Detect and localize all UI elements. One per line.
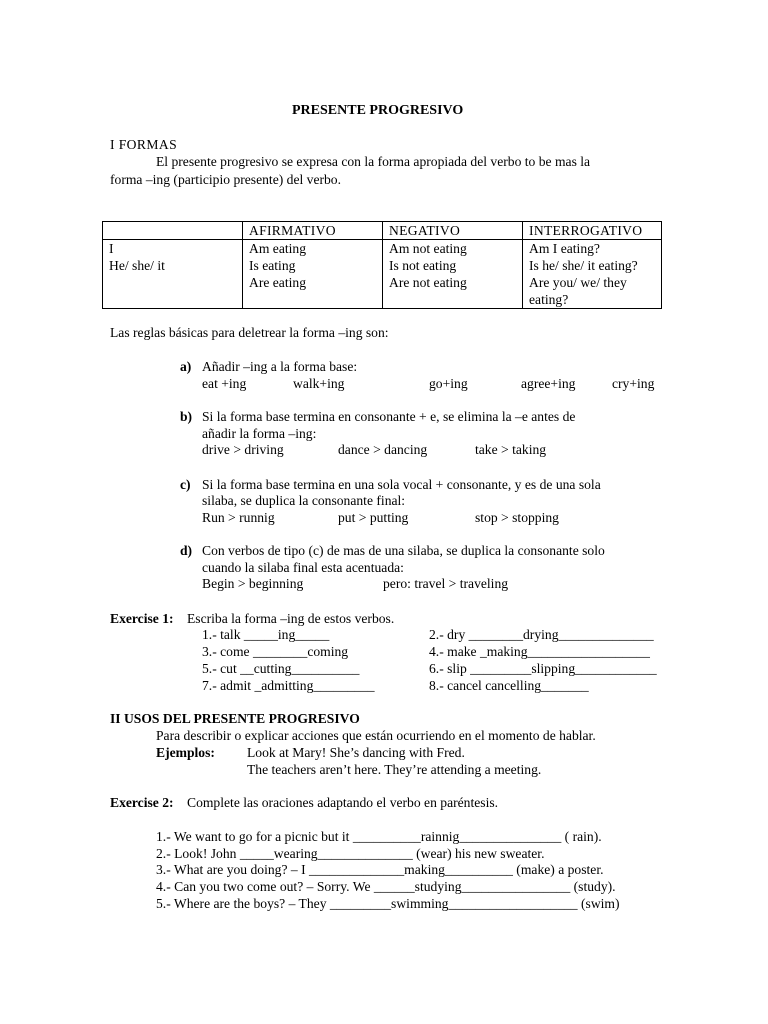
afirmativo-3: Are eating (249, 275, 306, 290)
page-title: PRESENTE PROGRESIVO (292, 103, 464, 118)
exercise1-instruction: Escriba la forma –ing de estos verbos. (187, 611, 395, 626)
exercise2-item-2: 2.- Look! John _____wearing______________ (wear) his new sweater. (156, 846, 545, 861)
rule-d-example-1: Begin > beginning (202, 576, 304, 591)
section-heading-formas: I FORMAS (110, 137, 178, 152)
rule-a-example-2: walk+ing (293, 376, 345, 391)
rule-d-text-line2: cuando la silaba final esta acentuada: (202, 560, 404, 575)
rule-b-text-line1: Si la forma base termina en consonante + e, se elimina la –e antes de (202, 409, 576, 424)
rule-a-example-4: agree+ing (521, 376, 576, 391)
exercise2-label: Exercise 2: (110, 795, 174, 810)
interrogativo-4: eating? (529, 292, 569, 307)
rule-c-text-line2: silaba, se duplica la consonante final: (202, 493, 406, 508)
afirmativo-2: Is eating (249, 258, 296, 273)
interrogativo-1: Am I eating? (529, 241, 600, 256)
examples-label: Ejemplos: (156, 745, 215, 760)
afirmativo-1: Am eating (249, 241, 307, 256)
subject-he-she-it: He/ she/ it (109, 258, 165, 273)
rule-d-example-2: pero: travel > traveling (383, 576, 509, 591)
rule-b-example-3: take > taking (475, 442, 547, 457)
intro-paragraph-line1: El presente progresivo se expresa con la forma apropiada del verbo to be mas la (156, 154, 591, 169)
exercise1-item-5: 5.- cut __cutting__________ (202, 661, 360, 676)
exercise2-item-3: 3.- What are you doing? – I ______________making__________ (make) a poster. (156, 862, 604, 877)
exercise2-instruction: Complete las oraciones adaptando el verbo en paréntesis. (187, 795, 499, 810)
rule-a-text: Añadir –ing a la forma base: (202, 359, 358, 374)
exercise1-item-3: 3.- come ________coming (202, 644, 349, 659)
rule-b-example-1: drive > driving (202, 442, 284, 457)
exercise2-item-5: 5.- Where are the boys? – They _________swimming___________________ (swim) (156, 896, 620, 911)
rule-c-example-1: Run > runnig (202, 510, 275, 525)
subject-i: I (109, 241, 114, 256)
rules-intro: Las reglas básicas para deletrear la forma –ing son: (110, 325, 389, 340)
table-cell-negativo (383, 240, 523, 309)
exercise1-item-6: 6.- slip _________slipping____________ (429, 661, 657, 676)
exercise1-item-4: 4.- make _making__________________ (429, 644, 650, 659)
negativo-3: Are not eating (389, 275, 467, 290)
rule-b-label: b) (180, 409, 193, 424)
table-header-negativo: NEGATIVO (383, 222, 523, 240)
rule-c-example-3: stop > stopping (475, 510, 559, 525)
exercise1-item-1: 1.- talk _____ing_____ (202, 627, 330, 642)
usos-description: Para describir o explicar acciones que están ocurriendo en el momento de hablar. (156, 728, 596, 743)
negativo-1: Am not eating (389, 241, 467, 256)
negativo-2: Is not eating (389, 258, 457, 273)
table-cell-afirmativo (243, 240, 383, 309)
exercise1-item-2: 2.- dry ________drying______________ (429, 627, 654, 642)
rule-d-label: d) (180, 543, 193, 558)
interrogativo-2: Is he/ she/ it eating? (529, 258, 638, 273)
interrogativo-3: Are you/ we/ they (529, 275, 627, 290)
exercise2-item-1: 1.- We want to go for a picnic but it __________rainnig_______________ ( rain). (156, 829, 602, 844)
rule-a-example-3: go+ing (429, 376, 468, 391)
table-header-empty (103, 222, 243, 240)
table-body-row (103, 240, 662, 309)
conjugation-table (102, 221, 662, 309)
example-1: Look at Mary! She’s dancing with Fred. (247, 745, 465, 760)
rule-a-example-1: eat +ing (202, 376, 247, 391)
rule-b-example-2: dance > dancing (338, 442, 428, 457)
rule-a-example-5: cry+ing (612, 376, 655, 391)
table-header-row (103, 222, 662, 240)
example-2: The teachers aren’t here. They’re attending a meeting. (247, 762, 542, 777)
exercise2-item-4: 4.- Can you two come out? – Sorry. We ______studying________________ (study). (156, 879, 616, 894)
rule-d-text-line1: Con verbos de tipo (c) de mas de una silaba, se duplica la consonante solo (202, 543, 605, 558)
intro-paragraph-line2: forma –ing (participio presente) del verbo. (110, 172, 342, 187)
rule-c-example-2: put > putting (338, 510, 409, 525)
exercise1-label: Exercise 1: (110, 611, 174, 626)
table-cell-subject (103, 240, 243, 309)
rule-c-text-line1: Si la forma base termina en una sola vocal + consonante, y es de una sola (202, 477, 601, 492)
table-cell-interrogativo (523, 240, 662, 309)
table-header-afirmativo: AFIRMATIVO (243, 222, 383, 240)
section-heading-usos: II USOS DEL PRESENTE PROGRESIVO (110, 711, 360, 726)
exercise1-item-7: 7.- admit _admitting_________ (202, 678, 375, 693)
exercise1-item-8: 8.- cancel cancelling_______ (429, 678, 589, 693)
rule-c-label: c) (180, 477, 191, 492)
rule-a-label: a) (180, 359, 192, 374)
table-header-interrogativo: INTERROGATIVO (523, 222, 662, 240)
rule-b-text-line2: añadir la forma –ing: (202, 426, 317, 441)
